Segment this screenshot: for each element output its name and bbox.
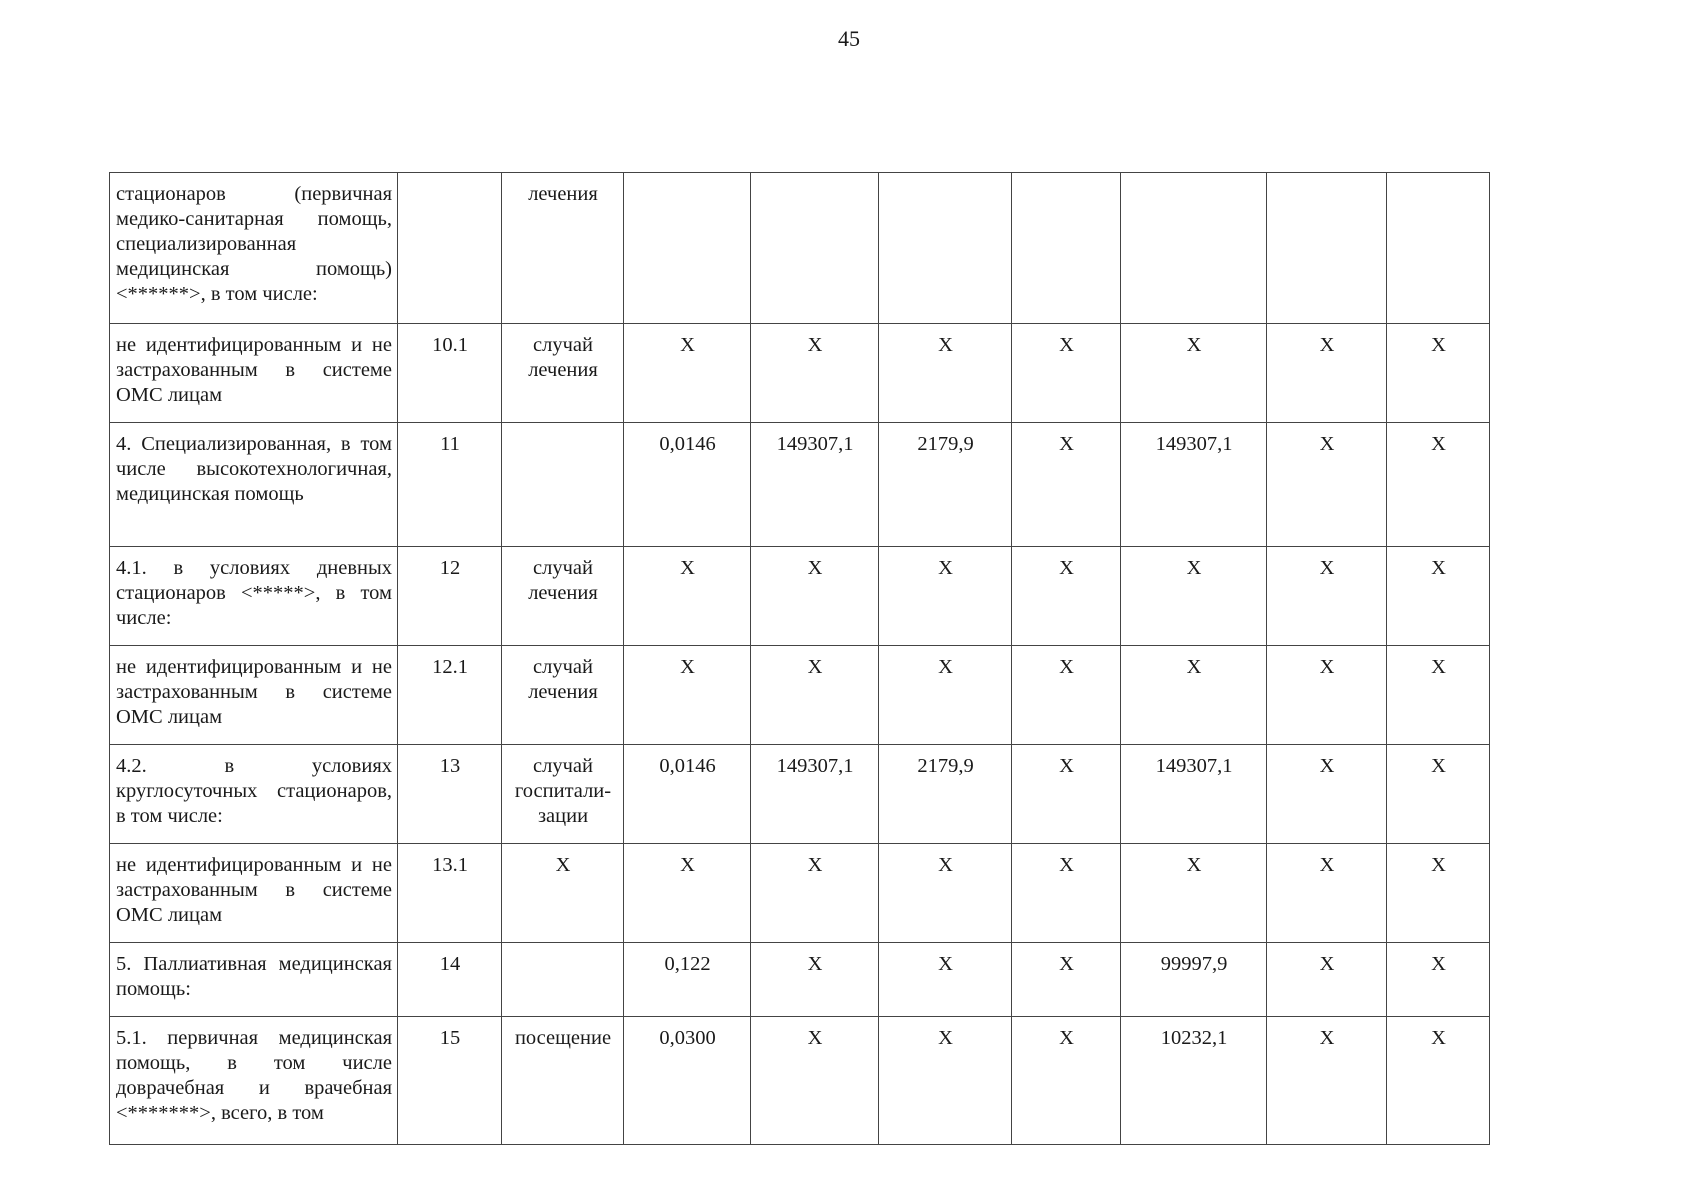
value-cell: X: [1387, 844, 1490, 943]
page-number: 45: [838, 26, 860, 51]
row-name: [110, 1017, 398, 1145]
row-unit: X: [502, 844, 624, 943]
value-cell: X: [1012, 324, 1121, 423]
row-name: не идентифицированным и не застрахованным в системе ОМС лицам: [110, 844, 398, 943]
value-cell: X: [1267, 646, 1387, 745]
value-cell: 0,0146: [624, 745, 751, 844]
value-cell: 149307,1: [751, 423, 879, 547]
row-unit: случай лечения: [502, 324, 624, 423]
row-name: 4.1. в условиях дневных стационаров <*****>, в том числе:: [110, 547, 398, 646]
table-row: [110, 173, 1490, 324]
table-row: [110, 646, 1490, 745]
row-unit: лечения: [502, 173, 624, 324]
value-cell: X: [1387, 324, 1490, 423]
value-cell: X: [879, 646, 1012, 745]
table-row: [110, 745, 1490, 844]
row-number: 13: [398, 745, 502, 844]
row-name: 4. Специализированная, в том числе высокотехнологичная, медицинская помощь: [110, 423, 398, 547]
value-cell: X: [1012, 547, 1121, 646]
value-cell: X: [1267, 844, 1387, 943]
row-name: стационаров (первичная медико-санитарная помощь, специализированная медицинская помощь) <******>, в том числе:: [110, 173, 398, 324]
row-name: не идентифицированным и не застрахованным в системе ОМС лицам: [110, 646, 398, 745]
value-cell: X: [624, 844, 751, 943]
row-number: 15: [398, 1017, 502, 1145]
value-cell: X: [1012, 423, 1121, 547]
table-row: [110, 943, 1490, 1017]
value-cell: 149307,1: [1121, 423, 1267, 547]
value-cell: X: [1121, 646, 1267, 745]
value-cell: X: [1267, 423, 1387, 547]
value-cell: [624, 173, 751, 324]
value-cell: X: [1121, 547, 1267, 646]
row-unit: случай госпитали-зации: [502, 745, 624, 844]
value-cell: 2179,9: [879, 745, 1012, 844]
value-cell: [1012, 173, 1121, 324]
row-unit: случай лечения: [502, 646, 624, 745]
value-cell: X: [1012, 844, 1121, 943]
value-cell: 0,0146: [624, 423, 751, 547]
table-row: [110, 547, 1490, 646]
value-cell: X: [624, 547, 751, 646]
value-cell: X: [1267, 324, 1387, 423]
row-number: 14: [398, 943, 502, 1017]
value-cell: X: [1121, 324, 1267, 423]
table-row: [110, 1017, 1490, 1145]
value-cell: X: [1267, 1017, 1387, 1145]
value-cell: X: [751, 324, 879, 423]
value-cell: [1267, 173, 1387, 324]
value-cell: 149307,1: [751, 745, 879, 844]
row-number: [398, 173, 502, 324]
value-cell: 0,122: [624, 943, 751, 1017]
row-name: 5. Паллиативная медицинская помощь:: [110, 943, 398, 1017]
value-cell: [751, 173, 879, 324]
value-cell: X: [1387, 1017, 1490, 1145]
value-cell: X: [1387, 423, 1490, 547]
row-number: 12.1: [398, 646, 502, 745]
row-number: 10.1: [398, 324, 502, 423]
data-table: [109, 172, 1490, 1145]
row-unit: [502, 423, 624, 547]
value-cell: X: [1387, 943, 1490, 1017]
value-cell: [1387, 173, 1490, 324]
value-cell: X: [751, 943, 879, 1017]
row-name: не идентифицированным и не застрахованным в системе ОМС лицам: [110, 324, 398, 423]
row-number: 12: [398, 547, 502, 646]
value-cell: X: [879, 324, 1012, 423]
row-unit: посещение: [502, 1017, 624, 1145]
value-cell: X: [879, 844, 1012, 943]
value-cell: 10232,1: [1121, 1017, 1267, 1145]
value-cell: X: [1012, 646, 1121, 745]
value-cell: X: [1012, 745, 1121, 844]
row-unit: [502, 943, 624, 1017]
value-cell: 149307,1: [1121, 745, 1267, 844]
value-cell: [879, 173, 1012, 324]
table-row: [110, 844, 1490, 943]
value-cell: X: [751, 646, 879, 745]
table-row: [110, 423, 1490, 547]
value-cell: X: [879, 1017, 1012, 1145]
value-cell: X: [1012, 1017, 1121, 1145]
value-cell: X: [1267, 943, 1387, 1017]
value-cell: X: [879, 943, 1012, 1017]
row-unit: случай лечения: [502, 547, 624, 646]
value-cell: X: [1267, 547, 1387, 646]
value-cell: X: [1387, 745, 1490, 844]
value-cell: X: [879, 547, 1012, 646]
value-cell: X: [751, 1017, 879, 1145]
value-cell: X: [1121, 844, 1267, 943]
row-number: 13.1: [398, 844, 502, 943]
value-cell: [1121, 173, 1267, 324]
value-cell: X: [1387, 547, 1490, 646]
value-cell: X: [1267, 745, 1387, 844]
value-cell: X: [624, 646, 751, 745]
value-cell: 2179,9: [879, 423, 1012, 547]
value-cell: X: [1387, 646, 1490, 745]
table-row: [110, 324, 1490, 423]
value-cell: 99997,9: [1121, 943, 1267, 1017]
value-cell: X: [751, 844, 879, 943]
row-number: 11: [398, 423, 502, 547]
row-name: 4.2. в условиях круглосуточных стационаров, в том числе:: [110, 745, 398, 844]
row-name-text: 5.1. первичная медицинская помощь, в том числе доврачебная и врачебная <*******>, всего, в том: [116, 1027, 392, 1124]
value-cell: X: [751, 547, 879, 646]
value-cell: X: [624, 324, 751, 423]
value-cell: X: [1012, 943, 1121, 1017]
value-cell: 0,0300: [624, 1017, 751, 1145]
